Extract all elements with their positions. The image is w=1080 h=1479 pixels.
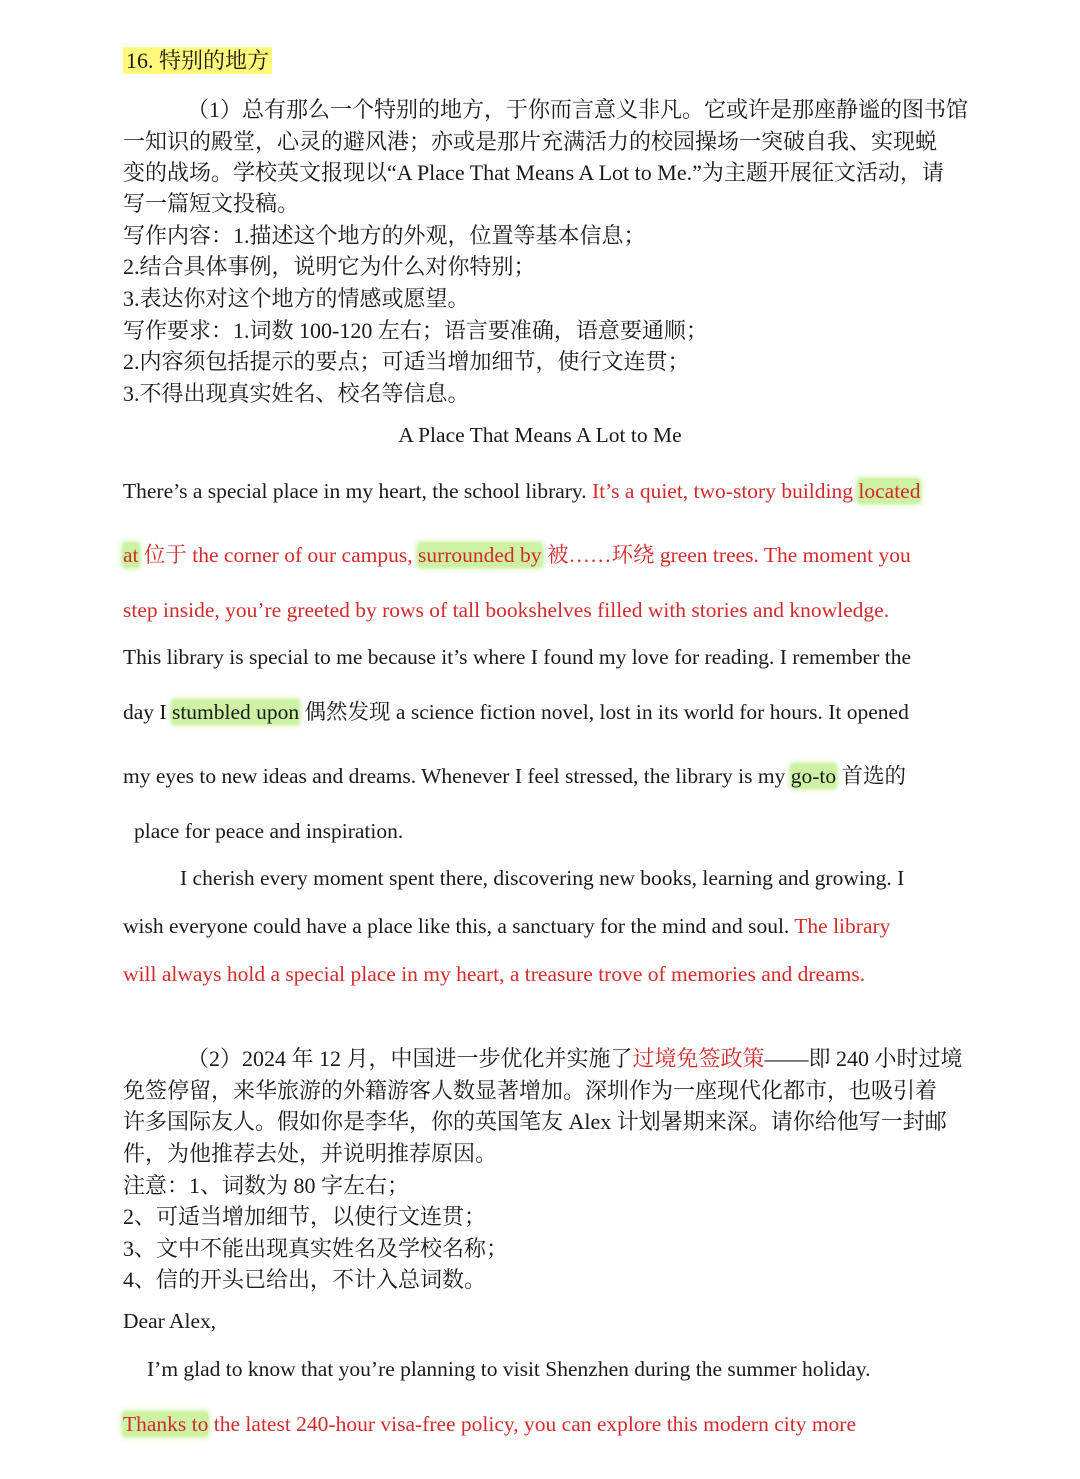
prompt1-line-5: 写作内容：1.描述这个地方的外观，位置等基本信息； <box>123 223 646 248</box>
prompt1-line-3: 变的战场。学校英文报现以“A Place That Means A Lot to Me.”为主题开展征文活动，请 <box>123 160 944 185</box>
prompt2-line-1 <box>187 1044 1034 1074</box>
prompt2-line-2: 免签停留，来华旅游的外籍游客人数显著增加。深圳作为一座现代化都市，也吸引着 <box>123 1078 938 1103</box>
essay-line-10: will always hold a special place in my heart, a treasure trove of memories and dreams. <box>123 962 866 986</box>
essay-line-3: step inside, you’re greeted by rows of tall bookshelves filled with stories and knowledge. <box>123 598 890 622</box>
prompt1-line-4: 写一篇短文投稿。 <box>123 191 300 216</box>
essay-text: 偶然发现 a science fiction novel, lost in its world for hours. It opened <box>299 700 909 724</box>
prompt2-text: ——即 240 小时过境 <box>764 1046 963 1071</box>
highlight-phrase: go-to <box>790 764 837 788</box>
prompt2-line-6: 2、可适当增加细节，以使行文连贯； <box>123 1204 487 1229</box>
essay-red-text: It’s a quiet, two-story building <box>592 479 859 503</box>
essay-red-text: 被……环绕 green trees. The moment you <box>541 543 911 567</box>
prompt1-line-1: （1）总有那么一个特别的地方，于你而言意义非凡。它或许是那座静谧的图书馆 <box>187 97 969 122</box>
essay-text: wish everyone could have a place like this, a sanctuary for the mind and soul. <box>123 914 795 938</box>
highlight-phrase: stumbled upon <box>171 700 300 724</box>
highlight-phrase: Thanks to <box>123 1412 209 1436</box>
highlight-phrase: located <box>858 479 921 503</box>
essay-line-1 <box>123 476 1034 506</box>
essay-line-2 <box>123 540 1034 570</box>
essay-text: There’s a special place in my heart, the school library. <box>123 479 593 503</box>
prompt1-line-10: 3.不得出现真实姓名、校名等信息。 <box>123 381 470 406</box>
essay-red-text: 位于 the corner of our campus, <box>138 543 418 567</box>
essay-text: my eyes to new ideas and dreams. Whenever I feel stressed, the library is my <box>123 764 791 788</box>
essay-line-5 <box>123 697 1034 727</box>
letter-line-1: I’m glad to know that you’re planning to visit Shenzhen during the summer holiday. <box>147 1357 871 1381</box>
essay-line-6 <box>123 761 1034 791</box>
prompt1-line-8: 写作要求：1.词数 100-120 左右；语言要准确，语意要通顺； <box>123 318 708 343</box>
section-title: 16. 特别的地方 <box>123 47 272 74</box>
prompt1-line-6: 2.结合具体事例，说明它为什么对你特别； <box>123 254 536 279</box>
essay-line-9 <box>123 911 1034 941</box>
essay-text: 首选的 <box>836 764 906 788</box>
prompt2-line-8: 4、信的开头已给出，不计入总词数。 <box>123 1267 487 1292</box>
prompt1-line-7: 3.表达你对这个地方的情感或愿望。 <box>123 286 470 311</box>
essay-line-8: I cherish every moment spent there, discovering new books, learning and growing. I <box>180 866 905 890</box>
letter-line-2 <box>123 1409 1034 1439</box>
prompt1-line-2: 一知识的殿堂，心灵的避风港；亦或是那片充满活力的校园操场一突破自我、实现蜕 <box>123 129 938 154</box>
essay-line-4: This library is special to me because it’s where I found my love for reading. I remember the <box>123 645 912 669</box>
prompt2-line-5: 注意：1、词数为 80 字左右； <box>123 1173 410 1198</box>
essay-text: day I <box>123 700 172 724</box>
prompt1-line-9: 2.内容须包括提示的要点；可适当增加细节，使行文连贯； <box>123 349 690 374</box>
letter-red-text: the latest 240-hour visa-free policy, you can explore this modern city more <box>208 1412 856 1436</box>
prompt2-line-4: 件，为他推荐去处，并说明推荐原因。 <box>123 1141 498 1166</box>
prompt2-line-7: 3、文中不能出现真实姓名及学校名称； <box>123 1236 509 1261</box>
letter-salutation: Dear Alex, <box>123 1309 217 1333</box>
essay-red-text: The library <box>794 914 891 938</box>
section-title-line <box>123 46 1034 76</box>
essay-line-7: place for peace and inspiration. <box>134 819 404 843</box>
prompt2-text: （2）2024 年 12 月，中国进一步优化并实施了 <box>187 1046 633 1071</box>
policy-term: 过境免签政策 <box>632 1046 765 1071</box>
highlight-phrase: at <box>123 543 139 567</box>
essay-title: A Place That Means A Lot to Me <box>398 423 682 447</box>
highlight-phrase: surrounded by <box>417 543 542 567</box>
prompt2-line-3: 许多国际友人。假如你是李华，你的英国笔友 Alex 计划暑期来深。请你给他写一封邮 <box>123 1109 947 1134</box>
